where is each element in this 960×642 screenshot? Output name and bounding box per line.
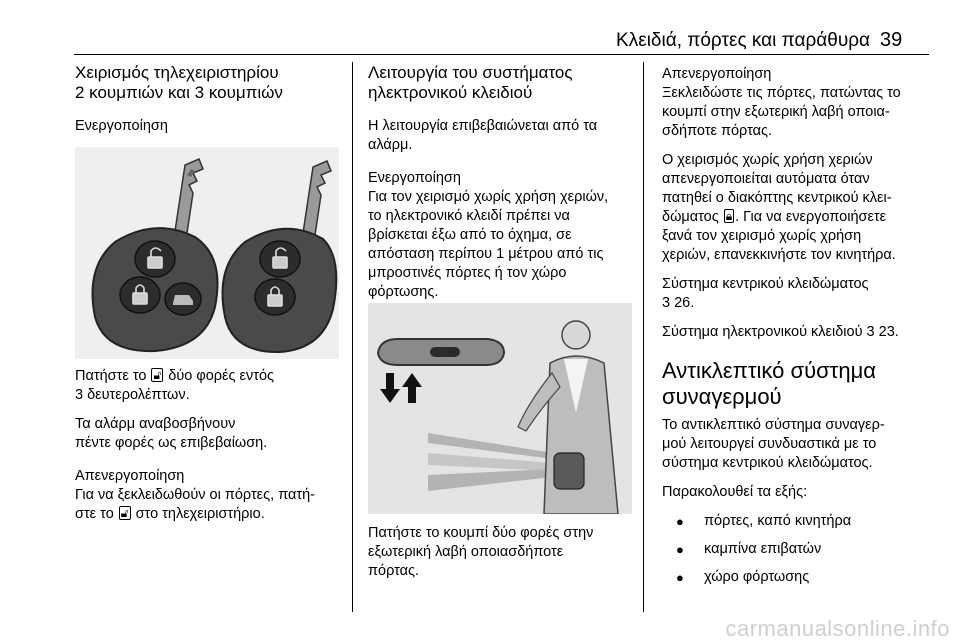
section-heading-remote: Χειρισμός τηλεχειριστηρίου 2 κουμπιών και 3 κουμπιών [75,63,283,102]
list-item: ● χώρο φόρτωσης [662,568,937,587]
column-2 [368,63,638,312]
subheading-activation: Ενεργοποίηση [75,118,168,134]
arrow-icon: 3 [662,295,671,311]
header-rule [74,54,929,55]
subheading-activation-2: Ενεργοποίηση [368,170,461,186]
unlock-icon: 🔓︎ [153,368,162,382]
section-heading-electronic-key: Λειτουργία του συστήματος ηλεκτρονικού κλειδιού [368,63,573,102]
paragraph-unlock-handle: Ξεκλειδώστε τις πόρτες, πατώντας το κουμπί στην εξωτερική λαβή οποια- σδήποτε πόρτας. [662,85,901,139]
paragraph-alarms-flash: Τα αλάρμ αναβοσβήνουν πέντε φορές ως επιβεβαίωση. [75,416,268,451]
paragraph-confirmed-by-alarms: Η λειτουργία επιβεβαιώνεται από τα αλάρμ. [368,118,598,153]
column-3 [662,65,937,596]
paragraph-unlock-doors: Για να ξεκλειδωθούν οι πόρτες, πατή- στε το 🔓︎ στο τηλεχειριστήριο. [75,487,315,522]
column-divider-2 [643,62,644,612]
unlock-icon: 🔓︎ [120,506,129,520]
paragraph-press-handle-button: Πατήστε το κουμπί δύο φορές στην εξωτερική λαβή οποιασδήποτε πόρτας. [368,525,594,579]
paragraph-press-twice: Πατήστε το 🔓︎ δύο φορές εντός 3 δευτερολέπτων. [75,368,275,403]
arrow-icon: 3 [866,324,875,340]
list-item: ● πόρτες, καπό κινητήρα [662,512,937,531]
key-blade-right [303,161,331,235]
door-handle [378,339,504,365]
key-blade-left [175,159,203,233]
column-divider-1 [352,62,353,612]
door-handle-drawing [368,303,632,514]
paragraph-hands-free: Για τον χειρισμό χωρίς χρήση χεριών, το ηλεκτρονικό κλειδί πρέπει να βρίσκεται έξω από το όχημα, σε απόσταση περίπου 1 μέτρου από τις μπροστινές πόρτες ή τον χώρο φόρτωσης. [368,189,609,300]
van-symbol-left [173,295,193,305]
column-1-lower [75,367,347,534]
fob-left [93,228,218,351]
paragraph-monitors: Παρακολουθεί τα εξής: [662,484,808,500]
column-1 [75,63,345,136]
reference-electronic-key: Σύστημα ηλεκτρονικού κλειδιού 3 23. [662,324,899,340]
key-fob-illustration [75,147,339,359]
paragraph-hands-free-disable: Ο χειρισμός χωρίς χρήση χεριών απενεργοποιείται αυτόματα όταν πατηθεί ο διακόπτης κεντρικού κλει- δώματος 🔒︎ . Για να ενεργοποιήσετε ξανά τον χειρισμό χωρίς χρήση χεριών, επανεκκινήστε τον κινητήρα. [662,152,896,263]
column-2-lower [368,524,638,591]
fob-right [223,229,337,352]
page-number: 39 [880,29,903,51]
key-fob-drawing [75,147,339,359]
running-header-title: Κλειδιά, πόρτες και παράθυρα [616,30,870,51]
lock-icon: 🔒︎ [725,209,733,223]
section-heading-anti-theft: Αντικλεπτικό σύστημα συναγερμού [662,358,877,409]
watermark: carmanualsonline.info [725,616,950,641]
paragraph-anti-theft: Το αντικλεπτικό σύστημα συναγερ- μού λειτουργεί συνδυαστικά με το σύστημα κεντρικού κλειδώματος. [662,417,885,471]
list-item: ● καμπίνα επιβατών [662,540,937,559]
subheading-deactivation-2: Απενεργοποίηση [662,66,772,82]
door-handle-illustration [368,303,632,514]
reference-central-locking: Σύστημα κεντρικού κλειδώματος 3 26. [662,276,869,311]
monitored-list [662,512,937,587]
subheading-deactivation: Απενεργοποίηση [75,468,185,484]
